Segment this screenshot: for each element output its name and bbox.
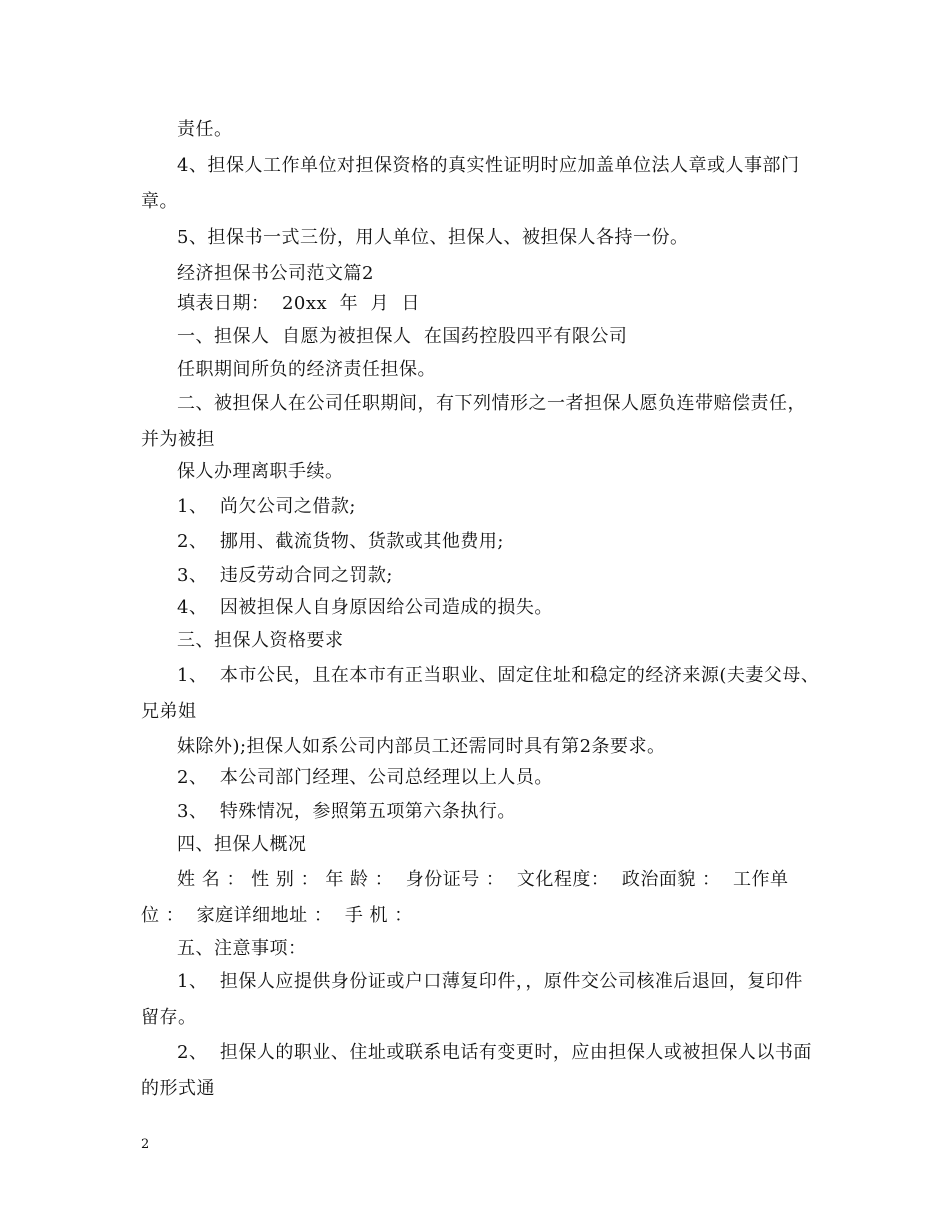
- text-line: 的形式通: [141, 1078, 215, 1099]
- list-item: 2、 本公司部门经理、公司总经理以上人员。: [177, 767, 553, 788]
- text-line: 责任。: [177, 119, 233, 140]
- list-item: 2、 担保人的职业、住址或联系电话有变更时，应由担保人或被担保人以书面: [177, 1042, 812, 1063]
- page-number: 2: [141, 1137, 150, 1152]
- text-line: 章。: [141, 191, 178, 212]
- section-heading: 经济担保书公司范文篇2: [177, 263, 374, 284]
- text-line: 兄弟姐: [141, 701, 197, 722]
- list-item: 1、 尚欠公司之借款;: [177, 496, 356, 517]
- list-item: 3、 特殊情况，参照第五项第六条执行。: [177, 801, 516, 822]
- list-item: 1、 本市公民，且在本市有正当职业、固定住址和稳定的经济来源(夫妻父母、: [177, 665, 820, 686]
- text-line: 留存。: [141, 1007, 197, 1028]
- text-line: 妹除外);担保人如系公司内部员工还需同时具有第2条要求。: [177, 736, 666, 757]
- list-item: 1、 担保人应提供身份证或户口薄复印件，，原件交公司核准后退回，复印件: [177, 971, 803, 992]
- text-line: 5、担保书一式三份，用人单位、担保人、被担保人各持一份。: [177, 227, 689, 248]
- text-line: 任职期间所负的经济责任担保。: [177, 359, 436, 380]
- text-line: 并为被担: [141, 429, 215, 450]
- section-heading: 五、注意事项：: [177, 938, 307, 959]
- text-line: 二、被担保人在公司任职期间，有下列情形之一者担保人愿负连带赔偿责任，: [177, 393, 806, 414]
- section-heading: 三、担保人资格要求: [177, 630, 344, 651]
- list-item: 4、 因被担保人自身原因给公司造成的损失。: [177, 597, 553, 618]
- text-line: 一、担保人 自愿为被担保人 在国药控股四平有限公司: [177, 326, 628, 347]
- text-line: 4、担保人工作单位对担保资格的真实性证明时应加盖单位法人章或人事部门: [177, 155, 800, 176]
- text-line: 位 ： 家庭详细地址 ： 手 机 ：: [141, 905, 413, 926]
- text-line: 姓 名 ： 性 别 ： 年 龄 ： 身份证号 ： 文化程度： 政治面貌 ： 工作单: [177, 869, 789, 890]
- text-line: 填表日期： 20xx 年 月 日: [177, 293, 420, 314]
- text-line: 保人办理离职手续。: [177, 461, 344, 482]
- list-item: 3、 违反劳动合同之罚款;: [177, 565, 393, 586]
- section-heading: 四、担保人概况: [177, 834, 307, 855]
- list-item: 2、 挪用、截流货物、货款或其他费用;: [177, 531, 504, 552]
